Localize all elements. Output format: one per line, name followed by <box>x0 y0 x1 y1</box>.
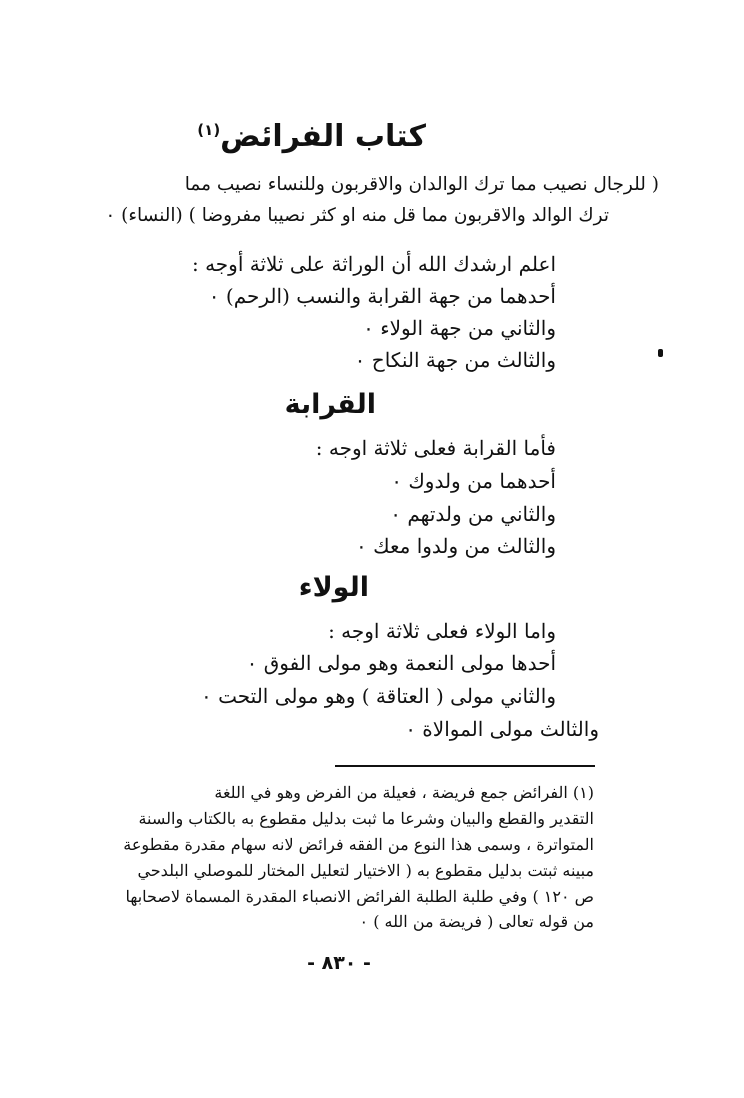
footnote-line-6: من قوله تعالى ( فريضة من الله ) ٠ <box>359 912 594 931</box>
wala-line-1: واما الولاء فعلى ثلاثة اوجه : <box>328 619 556 643</box>
footnote-line-5: ص ١٢٠ ) وفي طلبة الطلبة الفرائض الانصباء المقدرة المسماة لاصحابها <box>125 887 594 906</box>
footnote-line-4: مبينه ثبتت بدليل مقطوع به ( الاختيار لتعليل المختار للموصلي البلدحي <box>137 861 594 880</box>
intro-line-3: والثاني من جهة الولاء ٠ <box>363 316 556 340</box>
wala-line-3: والثاني مولى ( العتاقة ) وهو مولى التحت ٠ <box>201 684 556 708</box>
chapter-title <box>197 119 426 154</box>
intro-line-4: والثالث من جهة النكاح ٠ <box>354 348 556 372</box>
footnote-line-3: المتواترة ، وسمى هذا النوع من الفقه فرائض لانه سهام مقدرة مقطوعة <box>123 835 594 854</box>
kinship-line-3: والثاني من ولدتهم ٠ <box>390 502 556 526</box>
section-heading-wala: الولاء <box>298 572 369 603</box>
kinship-line-2: أحدهما من ولدوك ٠ <box>391 469 556 493</box>
kinship-line-1: فأما القرابة فعلى ثلاثة اوجه : <box>315 436 556 460</box>
kinship-line-4: والثالث من ولدوا معك ٠ <box>356 534 556 558</box>
intro-line-2: أحدهما من جهة القرابة والنسب (الرحم) ٠ <box>208 284 556 308</box>
wala-line-4: والثالث مولى الموالاة ٠ <box>405 717 599 741</box>
footnote-line-1: (١) الفرائض جمع فريضة ، فعيلة من الفرض وهو في اللغة <box>214 783 594 802</box>
quote-line-1: ( للرجال نصيب مما ترك الوالدان والاقربون وللنساء نصيب مما <box>184 174 659 195</box>
section-heading-kinship: القرابة <box>284 389 376 420</box>
footnote-separator <box>335 765 595 767</box>
title-footnote-marker: (١) <box>197 121 221 139</box>
footnote-line-2: التقدير والقطع والبيان وشرعا ما ثبت بدليل مقطوع به بالكتاب والسنة <box>138 809 594 828</box>
ink-speck <box>658 349 663 357</box>
intro-line-1: اعلم ارشدك الله أن الوراثة على ثلاثة أوجه : <box>191 252 556 276</box>
quote-line-2: ترك الوالد والاقربون مما قل منه او كثر نصيبا مفروضا ) (النساء) ٠ <box>105 205 609 226</box>
wala-line-2: أحدها مولى النعمة وهو مولى الفوق ٠ <box>246 651 556 675</box>
chapter-title-text: كتاب الفرائض <box>220 119 426 154</box>
page-number: - ٨٣٠ - <box>307 952 371 974</box>
